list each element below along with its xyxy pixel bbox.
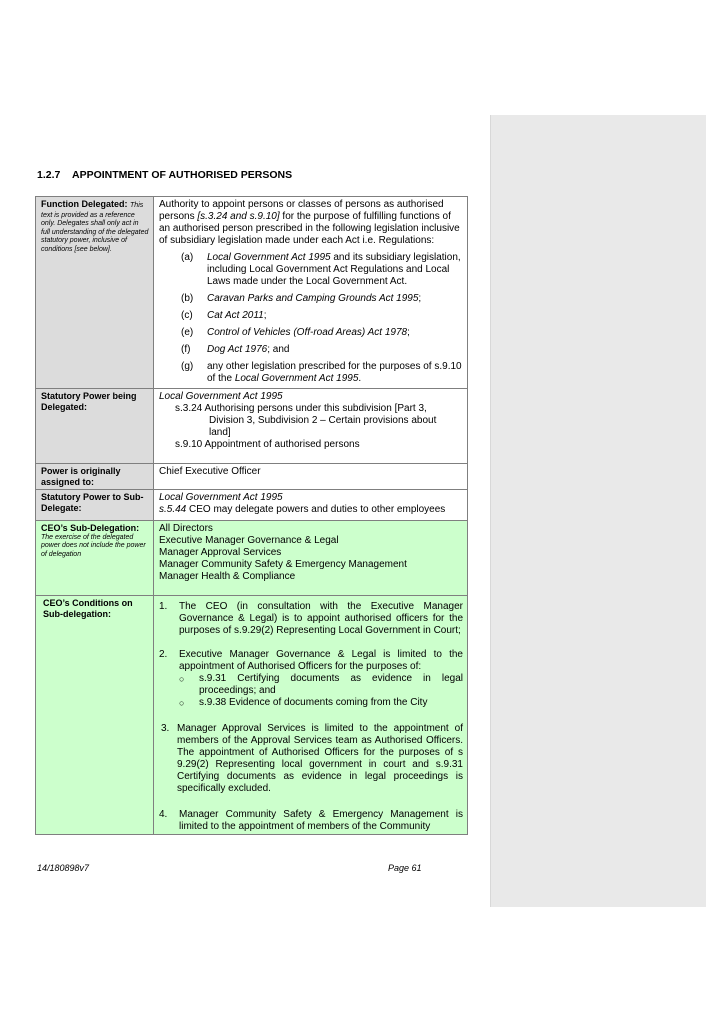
condition-4: 4. Manager Community Safety & Emergency Management is limited to the appointment of members of the Community — [159, 809, 463, 832]
statutory-act: Local Government Act 1995 — [159, 391, 283, 402]
statutory-value-cell: Local Government Act 1995 s.3.24 Authorising persons under this subdivision [Part 3, Division 3, Subdivision 2 – Certain provisions about land] s.9.10 Appointment of authorised persons — [154, 389, 468, 464]
conditions-label: CEO’s Conditions on Sub-delegation: — [43, 598, 133, 619]
legislation-item: (c) Cat Act 2011; — [181, 310, 267, 321]
subdelegate-act: Local Government Act 1995 — [159, 492, 283, 503]
delegate-list-item: Executive Manager Governance & Legal — [159, 535, 339, 546]
subdelegate-label-cell — [36, 490, 154, 521]
comment-pane — [490, 115, 706, 907]
statutory-label-cell — [36, 389, 154, 464]
function-row — [36, 197, 468, 389]
statutory-row — [36, 389, 468, 464]
assigned-row — [36, 464, 468, 490]
condition-2-bullet: ○ s.9.31 Certifying documents as evidence in legal proceedings; and — [179, 673, 463, 696]
section-heading — [37, 169, 292, 181]
section-number: 1.2.7 — [37, 169, 61, 181]
legislation-item: (f) Dog Act 1976; and — [181, 344, 290, 355]
conditions-values — [154, 596, 468, 835]
function-label-note-start: This — [130, 202, 144, 209]
statutory-label: Statutory Power being Delegated: — [41, 391, 137, 412]
ceo-subdelegation-values — [154, 521, 468, 596]
conditions-row — [36, 596, 468, 835]
delegate-list-item: All Directors — [159, 523, 213, 534]
delegate-list-item: Manager Health & Compliance — [159, 571, 296, 582]
condition-2: 2. Executive Manager Governance & Legal is limited to the appointment of Authorised Officers for the purposes of: ○ s.9.31 Certifying documents as evidence in legal proceedings; and ○ s.9.38 Evidence of documents coming from the City — [159, 649, 463, 708]
function-label: Function Delegated: — [41, 199, 128, 209]
ceo-subdelegation-note: The exercise of the delegated power does not include the power of delegation — [41, 533, 146, 558]
legislation-item: (e) Control of Vehicles (Off-road Areas) Act 1978; — [181, 327, 410, 338]
subdelegate-value-cell: Local Government Act 1995 s.5.44 CEO may delegate powers and duties to other employees — [154, 490, 468, 521]
delegation-table — [35, 196, 468, 835]
subdelegate-section: s.5.44 — [159, 504, 187, 515]
assigned-label: Power is originally assigned to: — [41, 466, 121, 487]
condition-1: 1. The CEO (in consultation with the Executive Manager Governance & Legal) is to appoint authorised officers for the purposes of s.9.29(2) Representing Local Government in Court; — [159, 601, 463, 636]
legislation-item: (b) Caravan Parks and Camping Grounds Act 1995; — [181, 293, 422, 304]
condition-3: 3. Manager Approval Services is limited to the appointment of members of the Approval Services team as Authorised Officers. The appointment of Authorised Officers for the purposes of s 9.29(2) Representing local government in court and s.9.31 Certifying documents as evidence in legal proceedings is specifically excluded. — [161, 723, 463, 794]
function-value-cell — [154, 197, 468, 389]
ceo-subdelegation-row — [36, 521, 468, 596]
page-number: Page 61 — [388, 863, 422, 873]
section-title: APPOINTMENT OF AUTHORISED PERSONS — [72, 169, 293, 181]
document-reference: 14/180898v7 — [37, 863, 90, 873]
delegate-list-item: Manager Community Safety & Emergency Management — [159, 559, 407, 570]
subdelegate-label: Statutory Power to Sub-Delegate: — [41, 492, 144, 513]
legislation-item: (a) Local Government Act 1995 and its subsidiary legislation, including Local Government Act Regulations and Local Laws made under the Local Government Act. — [181, 252, 461, 287]
assigned-value: Chief Executive Officer — [154, 464, 468, 490]
function-intro: Authority to appoint persons or classes of persons as authorised persons [s.3.24 and s.9.10] for the purpose of fulfilling functions of an authorised person prescribed in the following legislation inclusive of subsidiary legislation made under each Act i.e. Regulations: — [159, 199, 460, 246]
condition-2-bullet: ○ s.9.38 Evidence of documents coming from the City — [179, 697, 428, 708]
assigned-label-cell — [36, 464, 154, 490]
ceo-subdelegation-label-cell — [36, 521, 154, 596]
legislation-item-other: (g) any other legislation prescribed for the purposes of s.9.10 of the Local Government Act 1995. — [181, 361, 462, 384]
conditions-label-cell — [36, 596, 154, 835]
ceo-subdelegation-label: CEO’s Sub-Delegation: — [41, 523, 140, 533]
subdelegate-row — [36, 490, 468, 521]
delegate-list-item: Manager Approval Services — [159, 547, 282, 558]
function-label-note: text is provided as a reference only. Delegates shall only act in full understanding of the delegated statutory power, inclusive of conditions [see below]. — [41, 211, 149, 253]
function-label-cell — [36, 197, 154, 389]
